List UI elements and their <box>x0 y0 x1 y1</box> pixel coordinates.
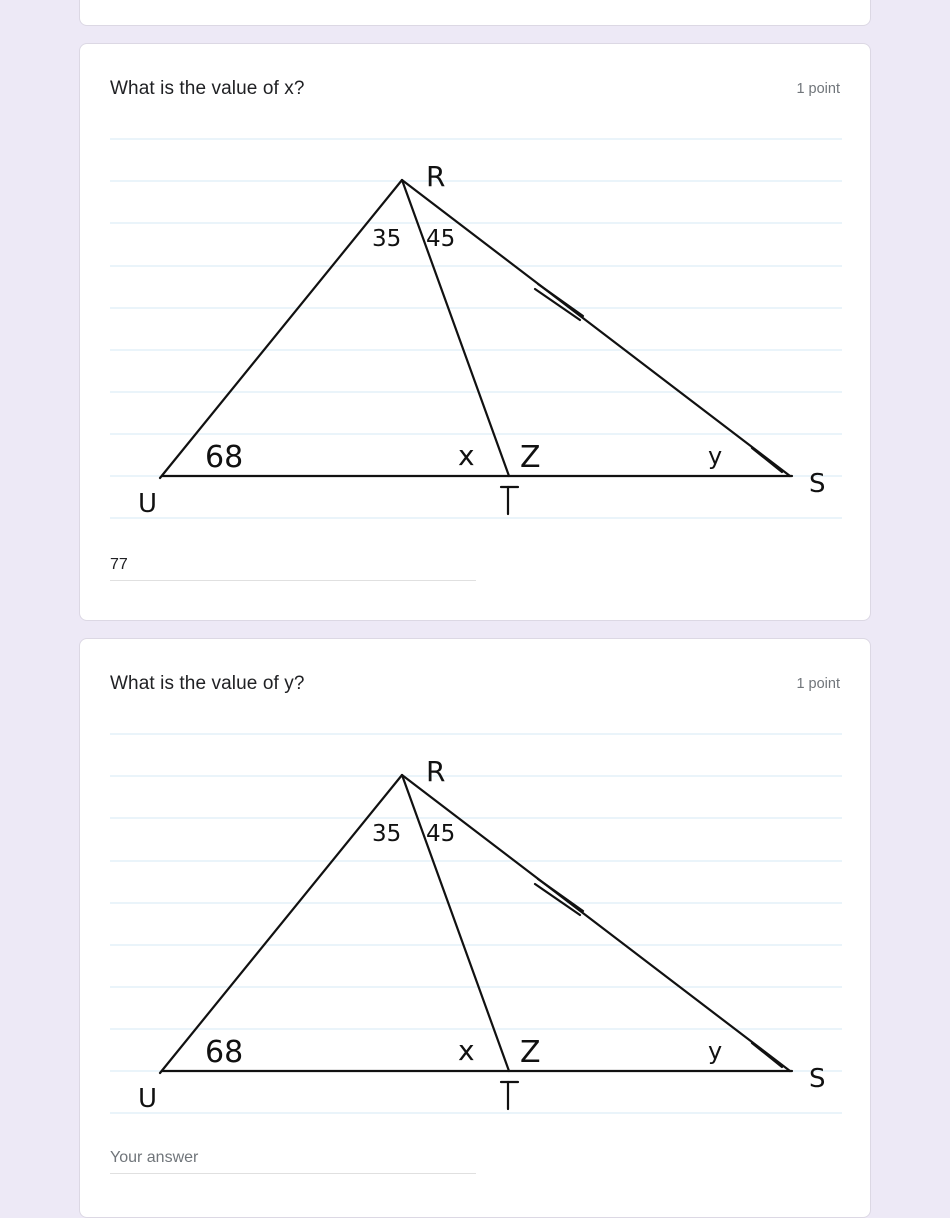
angle-x: x <box>458 1034 475 1067</box>
question-card-x <box>79 43 871 621</box>
angle-r-right: 45 <box>426 226 456 252</box>
label-s: S <box>809 1064 826 1094</box>
triangle-lines <box>160 180 792 514</box>
question-title: What is the value of x? <box>110 78 305 99</box>
angle-r-right: 45 <box>426 821 456 847</box>
label-r: R <box>426 160 446 193</box>
question-title: What is the value of y? <box>110 673 305 694</box>
question-points: 1 point <box>796 676 840 692</box>
label-u: U <box>138 1084 158 1114</box>
angle-x: x <box>458 439 475 472</box>
segment-rt <box>402 775 509 1071</box>
angle-r-left: 35 <box>372 821 402 847</box>
triangle-diagram-image <box>110 122 842 542</box>
angle-y: y <box>708 442 723 470</box>
answer-field[interactable]: 77 <box>110 554 476 581</box>
side-ru <box>160 180 402 478</box>
triangle-lines <box>160 775 792 1109</box>
previous-question-card <box>79 0 871 26</box>
angle-u: 68 <box>205 440 244 475</box>
tick-mark-1 <box>535 289 580 320</box>
question-card-y <box>79 638 871 1218</box>
side-ru <box>160 775 402 1073</box>
tick-mark-2 <box>538 879 583 911</box>
label-s: S <box>809 469 826 499</box>
angle-u: 68 <box>205 1035 244 1070</box>
label-r: R <box>426 755 446 788</box>
angle-y: y <box>708 1037 723 1065</box>
question-points: 1 point <box>796 81 840 97</box>
angle-z: Z <box>520 1035 541 1070</box>
side-rs <box>402 180 790 476</box>
side-rs <box>402 775 790 1071</box>
segment-rt <box>402 180 509 476</box>
angle-z: Z <box>520 440 541 475</box>
tick-mark-2 <box>538 284 583 316</box>
triangle-diagram-image <box>110 717 842 1137</box>
label-u: U <box>138 489 158 519</box>
angle-s-tick <box>752 448 782 472</box>
tick-mark-1 <box>535 884 580 915</box>
answer-field[interactable]: Your answer <box>110 1147 476 1174</box>
angle-s-tick <box>752 1043 782 1067</box>
angle-r-left: 35 <box>372 226 402 252</box>
